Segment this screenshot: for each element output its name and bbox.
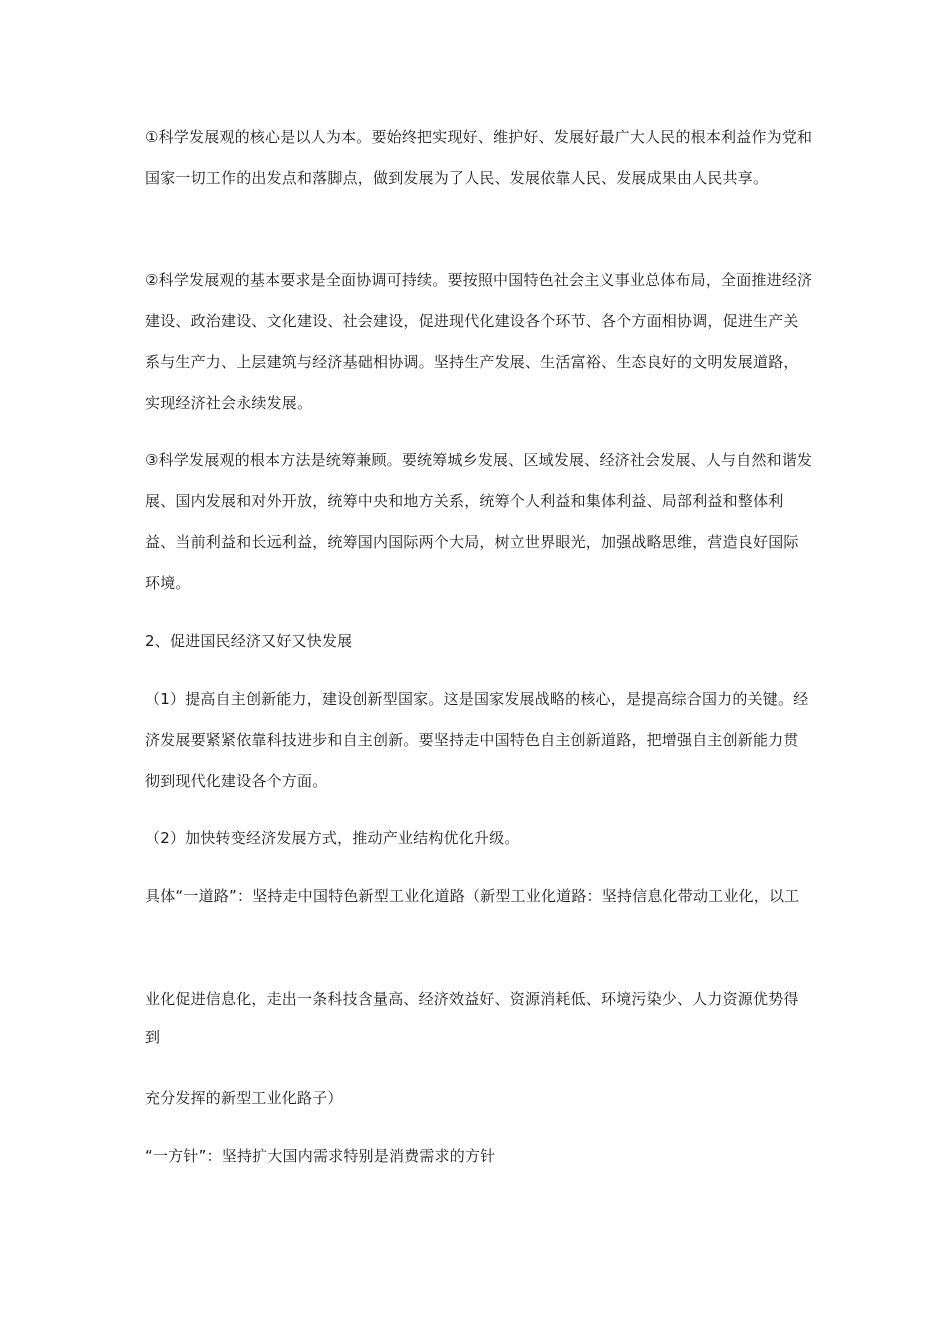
paragraph-innovation: （1）提高自主创新能力，建设创新型国家。这是国家发展战略的核心，是提高综合国力的关键。经济发展要紧紧依靠科技进步和自主创新。要坚持走中国特色自主创新道路，把增强自主创新能力贯彻到现代化建设各个方面。 [145,690,809,790]
paragraph-one-road-end: 充分发挥的新型工业化路子） [145,1089,343,1107]
paragraph-transform-development: （2）加快转变经济发展方式，推动产业结构优化升级。 [145,829,520,847]
paragraph-people-oriented: ①科学发展观的核心是以人为本。要始终把实现好、维护好、发展好最广大人民的根本利益作为党和国家一切工作的出发点和落脚点，做到发展为了人民、发展依靠人民、发展成果由人民共享。 [145,128,813,187]
section-heading-economy: 2、促进国民经济又好又快发展 [145,632,353,650]
paragraph-overall-planning: ③科学发展观的根本方法是统筹兼顾。要统筹城乡发展、区域发展、经济社会发展、人与自然和谐发展、国内发展和对外开放，统筹中央和地方关系，统筹个人利益和集体利益、局部利益和整体利益、当前利益和长远利益，统筹国内国际两个大局，树立世界眼光，加强战略思维，营造良好国际环境。 [145,451,813,592]
paragraph-one-road: 具体“一道路”：坚持走中国特色新型工业化道路（新型工业化道路：坚持信息化带动工业化，以工 [145,887,800,905]
paragraph-one-road-continued: 业化促进信息化，走出一条科技含量高、经济效益好、资源消耗低、环境污染少、人力资源优势得到 [145,990,799,1046]
paragraph-one-policy: “一方针”：坚持扩大国内需求特别是消费需求的方针 [145,1147,496,1165]
paragraph-comprehensive-coordination: ②科学发展观的基本要求是全面协调可持续。要按照中国特色社会主义事业总体布局，全面推进经济建设、政治建设、文化建设、社会建设，促进现代化建设各个环节、各个方面相协调，促进生产关系与生产力、上层建筑与经济基础相协调。坚持生产发展、生活富裕、生态良好的文明发展道路，实现经济社会永续发展。 [145,271,813,412]
